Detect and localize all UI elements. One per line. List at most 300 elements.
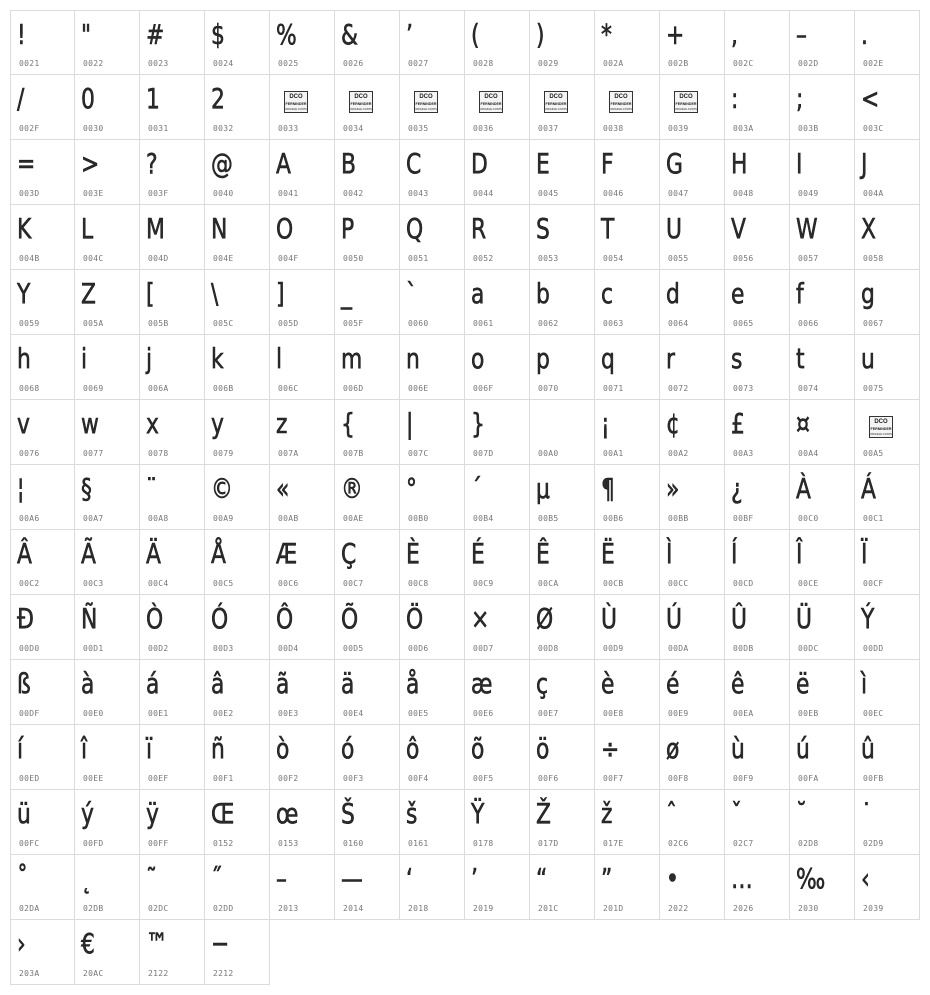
glyph-char: 2: [211, 82, 225, 115]
glyph-cell: [465, 75, 530, 140]
glyph-cell: [465, 270, 530, 335]
glyph-code: 0160: [343, 839, 364, 848]
glyph-code: 00F5: [473, 774, 494, 783]
glyph-code: 00F7: [603, 774, 624, 783]
glyph-char: ø: [666, 732, 680, 765]
glyph-code: 0026: [343, 59, 364, 68]
glyph-code: 002B: [668, 59, 689, 68]
glyph-cell: [725, 530, 790, 595]
glyph-code: 00F1: [213, 774, 234, 783]
glyph-char: â: [211, 667, 225, 700]
glyph-char: Š: [341, 797, 355, 830]
glyph-char: É: [471, 537, 485, 570]
glyph-char: å: [406, 667, 420, 700]
glyph-char: ¦: [17, 472, 25, 505]
glyph-code: 007C: [408, 449, 429, 458]
glyph-code: 006C: [278, 384, 299, 393]
glyph-cell: [335, 660, 400, 725]
glyph-cell: [10, 75, 75, 140]
glyph-cell: [465, 140, 530, 205]
glyph-code: 2022: [668, 904, 689, 913]
glyph-code: 00A5: [863, 449, 884, 458]
glyph-char: D: [471, 147, 488, 180]
glyph-cell: [270, 335, 335, 400]
glyph-char: è: [601, 667, 615, 700]
glyph-cell: [660, 140, 725, 205]
glyph-char: à: [81, 667, 95, 700]
missing-glyph-label: DCO: [289, 94, 303, 100]
glyph-code: 0153: [278, 839, 299, 848]
glyph-code: 0065: [733, 319, 754, 328]
glyph-code: 00F4: [408, 774, 429, 783]
glyph-code: 0073: [733, 384, 754, 393]
glyph-char: Ž: [536, 797, 551, 830]
glyph-cell: [205, 725, 270, 790]
glyph-char: Ý: [861, 602, 875, 635]
glyph-char: .: [861, 18, 868, 51]
glyph-code: 017D: [538, 839, 559, 848]
glyph-cell: [660, 400, 725, 465]
glyph-cell: [140, 10, 205, 75]
glyph-char: ¤: [796, 407, 810, 440]
glyph-code: 007B: [343, 449, 364, 458]
glyph-code: 00FC: [19, 839, 40, 848]
glyph-char: C: [406, 147, 422, 180]
glyph-code: 0061: [473, 319, 494, 328]
glyph-char: ÿ: [146, 797, 159, 830]
glyph-cell: [400, 270, 465, 335]
glyph-code: 02DC: [148, 904, 169, 913]
glyph-cell: [530, 205, 595, 270]
glyph-cell: [400, 400, 465, 465]
glyph-char: Ÿ: [471, 797, 485, 830]
missing-glyph-icon: [414, 91, 438, 113]
glyph-char: ˇ: [731, 797, 742, 830]
glyph-code: 0178: [473, 839, 494, 848]
glyph-cell: [10, 595, 75, 660]
glyph-code: 0062: [538, 319, 559, 328]
glyph-char: ã: [276, 667, 290, 700]
glyph-cell: [10, 725, 75, 790]
glyph-char: L: [81, 212, 94, 245]
glyph-cell: [140, 75, 205, 140]
glyph-cell: [140, 530, 205, 595]
glyph-cell: [790, 270, 855, 335]
glyph-code: 00D2: [148, 644, 169, 653]
glyph-code: 02DA: [19, 904, 40, 913]
glyph-cell: [400, 205, 465, 270]
glyph-cell: [10, 400, 75, 465]
glyph-code: 005D: [278, 319, 299, 328]
glyph-char: £: [731, 407, 745, 440]
glyph-char: K: [17, 212, 32, 245]
glyph-cell: [660, 855, 725, 920]
glyph-cell: [465, 725, 530, 790]
glyph-code: 0024: [213, 59, 234, 68]
glyph-cell: [790, 530, 855, 595]
glyph-cell: [855, 335, 920, 400]
glyph-char: ü: [17, 797, 31, 830]
glyph-cell: [270, 400, 335, 465]
glyph-cell: [400, 660, 465, 725]
glyph-code: 0072: [668, 384, 689, 393]
glyph-cell: [855, 75, 920, 140]
glyph-code: 02DB: [83, 904, 104, 913]
glyph-char: Æ: [276, 537, 298, 570]
glyph-cell: [855, 400, 920, 465]
glyph-char: ô: [406, 732, 420, 765]
glyph-char: ù: [731, 732, 745, 765]
glyph-code: 00FB: [863, 774, 884, 783]
glyph-cell: [595, 660, 660, 725]
glyph-char: ;: [796, 82, 804, 115]
glyph-code: 00F9: [733, 774, 754, 783]
glyph-code: 00A2: [668, 449, 689, 458]
glyph-cell: [790, 465, 855, 530]
glyph-char: ˙: [861, 797, 872, 830]
glyph-code: 00FA: [798, 774, 819, 783]
glyph-char: ö: [536, 732, 550, 765]
glyph-cell: [10, 855, 75, 920]
glyph-cell: [595, 335, 660, 400]
glyph-code: 00A9: [213, 514, 234, 523]
glyph-cell: [335, 595, 400, 660]
glyph-cell: [465, 205, 530, 270]
glyph-cell: [595, 595, 660, 660]
glyph-char: ¨: [146, 472, 157, 505]
glyph-char: J: [861, 147, 868, 180]
glyph-cell: [725, 660, 790, 725]
glyph-code: 007A: [278, 449, 299, 458]
glyph-code: 00FD: [83, 839, 104, 848]
glyph-cell: [10, 10, 75, 75]
missing-glyph-label: FERNINDER: [350, 102, 372, 106]
glyph-code: 00E2: [213, 709, 234, 718]
glyph-char: ˛: [81, 862, 92, 895]
glyph-cell: [595, 75, 660, 140]
glyph-cell: [335, 10, 400, 75]
glyph-code: 003C: [863, 124, 884, 133]
glyph-code: 00A0: [538, 449, 559, 458]
glyph-cell: [530, 790, 595, 855]
glyph-cell: [595, 855, 660, 920]
glyph-code: 0063: [603, 319, 624, 328]
glyph-cell: [660, 725, 725, 790]
glyph-char: _: [341, 277, 352, 310]
glyph-cell: [270, 10, 335, 75]
glyph-cell: [530, 530, 595, 595]
glyph-cell: [595, 725, 660, 790]
missing-glyph-label: FERNINDER: [415, 102, 437, 106]
glyph-code: 0033: [278, 124, 299, 133]
glyph-code: 02DD: [213, 904, 234, 913]
glyph-code: 00D5: [343, 644, 364, 653]
glyph-char: F: [601, 147, 614, 180]
glyph-code: 00CE: [798, 579, 819, 588]
glyph-cell: [75, 400, 140, 465]
glyph-char: ó: [341, 732, 355, 765]
glyph-code: 006D: [343, 384, 364, 393]
glyph-cell: [10, 270, 75, 335]
glyph-cell: [855, 205, 920, 270]
glyph-char: ê: [731, 667, 745, 700]
glyph-cell: [725, 595, 790, 660]
glyph-cell: [465, 595, 530, 660]
glyph-code: 0045: [538, 189, 559, 198]
glyph-code: 2014: [343, 904, 364, 913]
glyph-code: 017E: [603, 839, 624, 848]
glyph-code: 02D9: [863, 839, 884, 848]
glyph-char: V: [731, 212, 746, 245]
glyph-code: 00DB: [733, 644, 754, 653]
glyph-cell: [270, 530, 335, 595]
glyph-char: r: [666, 342, 675, 375]
glyph-cell: [725, 855, 790, 920]
glyph-char: i: [81, 342, 88, 375]
glyph-code: 0068: [19, 384, 40, 393]
glyph-cell: [790, 595, 855, 660]
glyph-code: 00BB: [668, 514, 689, 523]
glyph-char: c: [601, 277, 614, 310]
glyph-char: ‰: [796, 862, 826, 895]
glyph-code: 00E6: [473, 709, 494, 718]
glyph-cell: [400, 465, 465, 530]
glyph-cell: [725, 10, 790, 75]
missing-glyph-label: DCO: [354, 94, 368, 100]
glyph-char: °: [406, 472, 417, 505]
missing-glyph-icon: [284, 91, 308, 113]
glyph-char: P: [341, 212, 355, 245]
glyph-code: 004A: [863, 189, 884, 198]
glyph-code: 2212: [213, 969, 234, 978]
glyph-char: ™: [146, 927, 168, 960]
glyph-char: }: [471, 407, 485, 440]
glyph-cell: [465, 790, 530, 855]
glyph-cell: [530, 595, 595, 660]
glyph-code: 00CB: [603, 579, 624, 588]
glyph-char: Œ: [211, 797, 235, 830]
glyph-cell: [140, 270, 205, 335]
glyph-char: u: [861, 342, 875, 375]
glyph-cell: [595, 465, 660, 530]
glyph-code: 201D: [603, 904, 624, 913]
glyph-char: ‹: [861, 862, 870, 895]
glyph-char: ´: [471, 472, 482, 505]
glyph-cell: [205, 140, 270, 205]
glyph-code: 004D: [148, 254, 169, 263]
glyph-cell: [140, 725, 205, 790]
glyph-code: 00D9: [603, 644, 624, 653]
glyph-char: Â: [17, 537, 32, 570]
glyph-char: ’: [471, 862, 478, 895]
glyph-char: w: [81, 407, 99, 440]
glyph-code: 0031: [148, 124, 169, 133]
glyph-code: 005C: [213, 319, 234, 328]
glyph-char: @: [211, 147, 233, 180]
glyph-code: 00AB: [278, 514, 299, 523]
glyph-char: x: [146, 407, 159, 440]
glyph-cell: [75, 75, 140, 140]
glyph-char: 1: [146, 82, 160, 115]
glyph-char: —: [341, 862, 363, 895]
glyph-grid: [10, 10, 920, 985]
glyph-code: 0040: [213, 189, 234, 198]
missing-glyph-label: FERNINDER: [545, 102, 567, 106]
glyph-char: Á: [861, 472, 876, 505]
glyph-code: 00E8: [603, 709, 624, 718]
glyph-char: !: [17, 18, 26, 51]
missing-glyph-label: ORIGINAL FONTS: [285, 108, 307, 111]
glyph-char: M: [146, 212, 165, 245]
glyph-char: :: [731, 82, 739, 115]
glyph-char: ¿: [731, 472, 743, 505]
glyph-code: 0029: [538, 59, 559, 68]
glyph-cell: [335, 75, 400, 140]
glyph-code: 003F: [148, 189, 169, 198]
glyph-code: 0071: [603, 384, 624, 393]
glyph-cell: [660, 75, 725, 140]
glyph-cell: [400, 75, 465, 140]
glyph-char: p: [536, 342, 550, 375]
glyph-code: 00CA: [538, 579, 559, 588]
glyph-char: B: [341, 147, 356, 180]
glyph-cell: [855, 660, 920, 725]
glyph-cell: [465, 660, 530, 725]
glyph-char: Y: [17, 277, 31, 310]
glyph-cell: [335, 855, 400, 920]
glyph-char: /: [17, 82, 25, 115]
glyph-cell: [75, 595, 140, 660]
glyph-cell: [855, 855, 920, 920]
glyph-code: 2039: [863, 904, 884, 913]
glyph-char: g: [861, 277, 875, 310]
glyph-cell: [725, 725, 790, 790]
glyph-char: R: [471, 212, 487, 245]
glyph-cell: [400, 335, 465, 400]
glyph-cell: [10, 205, 75, 270]
glyph-cell: [660, 465, 725, 530]
glyph-code: 0028: [473, 59, 494, 68]
glyph-cell: [790, 855, 855, 920]
glyph-cell: [790, 205, 855, 270]
glyph-code: 00CF: [863, 579, 884, 588]
glyph-code: 003E: [83, 189, 104, 198]
glyph-char: l: [276, 342, 283, 375]
glyph-code: 00D6: [408, 644, 429, 653]
glyph-cell: [465, 400, 530, 465]
glyph-cell: [205, 790, 270, 855]
glyph-char: ý: [81, 797, 94, 830]
missing-glyph-icon: [544, 91, 568, 113]
glyph-code: 0069: [83, 384, 104, 393]
glyph-char: s: [731, 342, 743, 375]
glyph-cell: [75, 660, 140, 725]
glyph-cell: [855, 270, 920, 335]
glyph-char: ÷: [601, 732, 620, 765]
glyph-char: q: [601, 342, 615, 375]
glyph-char: Ç: [341, 537, 357, 570]
glyph-code: 0056: [733, 254, 754, 263]
glyph-char: ®: [341, 472, 363, 505]
glyph-cell: [400, 595, 465, 660]
glyph-char: û: [861, 732, 875, 765]
glyph-char: *: [601, 18, 612, 51]
glyph-code: 00A7: [83, 514, 104, 523]
glyph-code: 003B: [798, 124, 819, 133]
glyph-cell: [660, 660, 725, 725]
glyph-code: 00B5: [538, 514, 559, 523]
glyph-char: `: [406, 277, 417, 310]
glyph-char: k: [211, 342, 224, 375]
glyph-code: 0037: [538, 124, 559, 133]
glyph-char: ¶: [601, 472, 615, 505]
glyph-code: 00EB: [798, 709, 819, 718]
glyph-code: 00B0: [408, 514, 429, 523]
glyph-code: 00E4: [343, 709, 364, 718]
glyph-char: S: [536, 212, 550, 245]
glyph-cell: [660, 530, 725, 595]
glyph-cell: [725, 400, 790, 465]
missing-glyph-label: DCO: [679, 94, 693, 100]
glyph-code: 0053: [538, 254, 559, 263]
glyph-code: 0035: [408, 124, 429, 133]
glyph-char: œ: [276, 797, 299, 830]
glyph-code: 00A4: [798, 449, 819, 458]
glyph-cell: [530, 270, 595, 335]
glyph-cell: [855, 140, 920, 205]
glyph-cell: [205, 270, 270, 335]
missing-glyph-label: FERNINDER: [480, 102, 502, 106]
glyph-char: Ì: [666, 537, 673, 570]
glyph-code: 0047: [668, 189, 689, 198]
glyph-cell: [140, 595, 205, 660]
missing-glyph-label: FERNINDER: [675, 102, 697, 106]
glyph-cell: [725, 75, 790, 140]
glyph-code: 0064: [668, 319, 689, 328]
glyph-cell: [140, 335, 205, 400]
glyph-code: 0023: [148, 59, 169, 68]
glyph-char: §: [81, 472, 92, 505]
glyph-char: ]: [276, 277, 285, 310]
glyph-char: ‘: [406, 862, 413, 895]
glyph-code: 00DA: [668, 644, 689, 653]
glyph-cell: [855, 530, 920, 595]
glyph-cell: [595, 530, 660, 595]
glyph-code: 0044: [473, 189, 494, 198]
glyph-char: Ê: [536, 537, 550, 570]
glyph-cell: [140, 465, 205, 530]
glyph-cell: [790, 790, 855, 855]
glyph-code: 0022: [83, 59, 104, 68]
glyph-code: 002E: [863, 59, 884, 68]
glyph-char: {: [341, 407, 355, 440]
glyph-char: O: [276, 212, 294, 245]
glyph-code: 0039: [668, 124, 689, 133]
glyph-char: [: [146, 277, 155, 310]
glyph-code: 0049: [798, 189, 819, 198]
glyph-code: 006A: [148, 384, 169, 393]
glyph-cell: [335, 530, 400, 595]
glyph-cell: [10, 790, 75, 855]
glyph-cell: [75, 205, 140, 270]
glyph-code: 2018: [408, 904, 429, 913]
glyph-code: 00D1: [83, 644, 104, 653]
glyph-char: ×: [471, 602, 490, 635]
glyph-cell: [10, 530, 75, 595]
glyph-code: 005B: [148, 319, 169, 328]
glyph-char: E: [536, 147, 550, 180]
glyph-char: Ï: [861, 537, 868, 570]
